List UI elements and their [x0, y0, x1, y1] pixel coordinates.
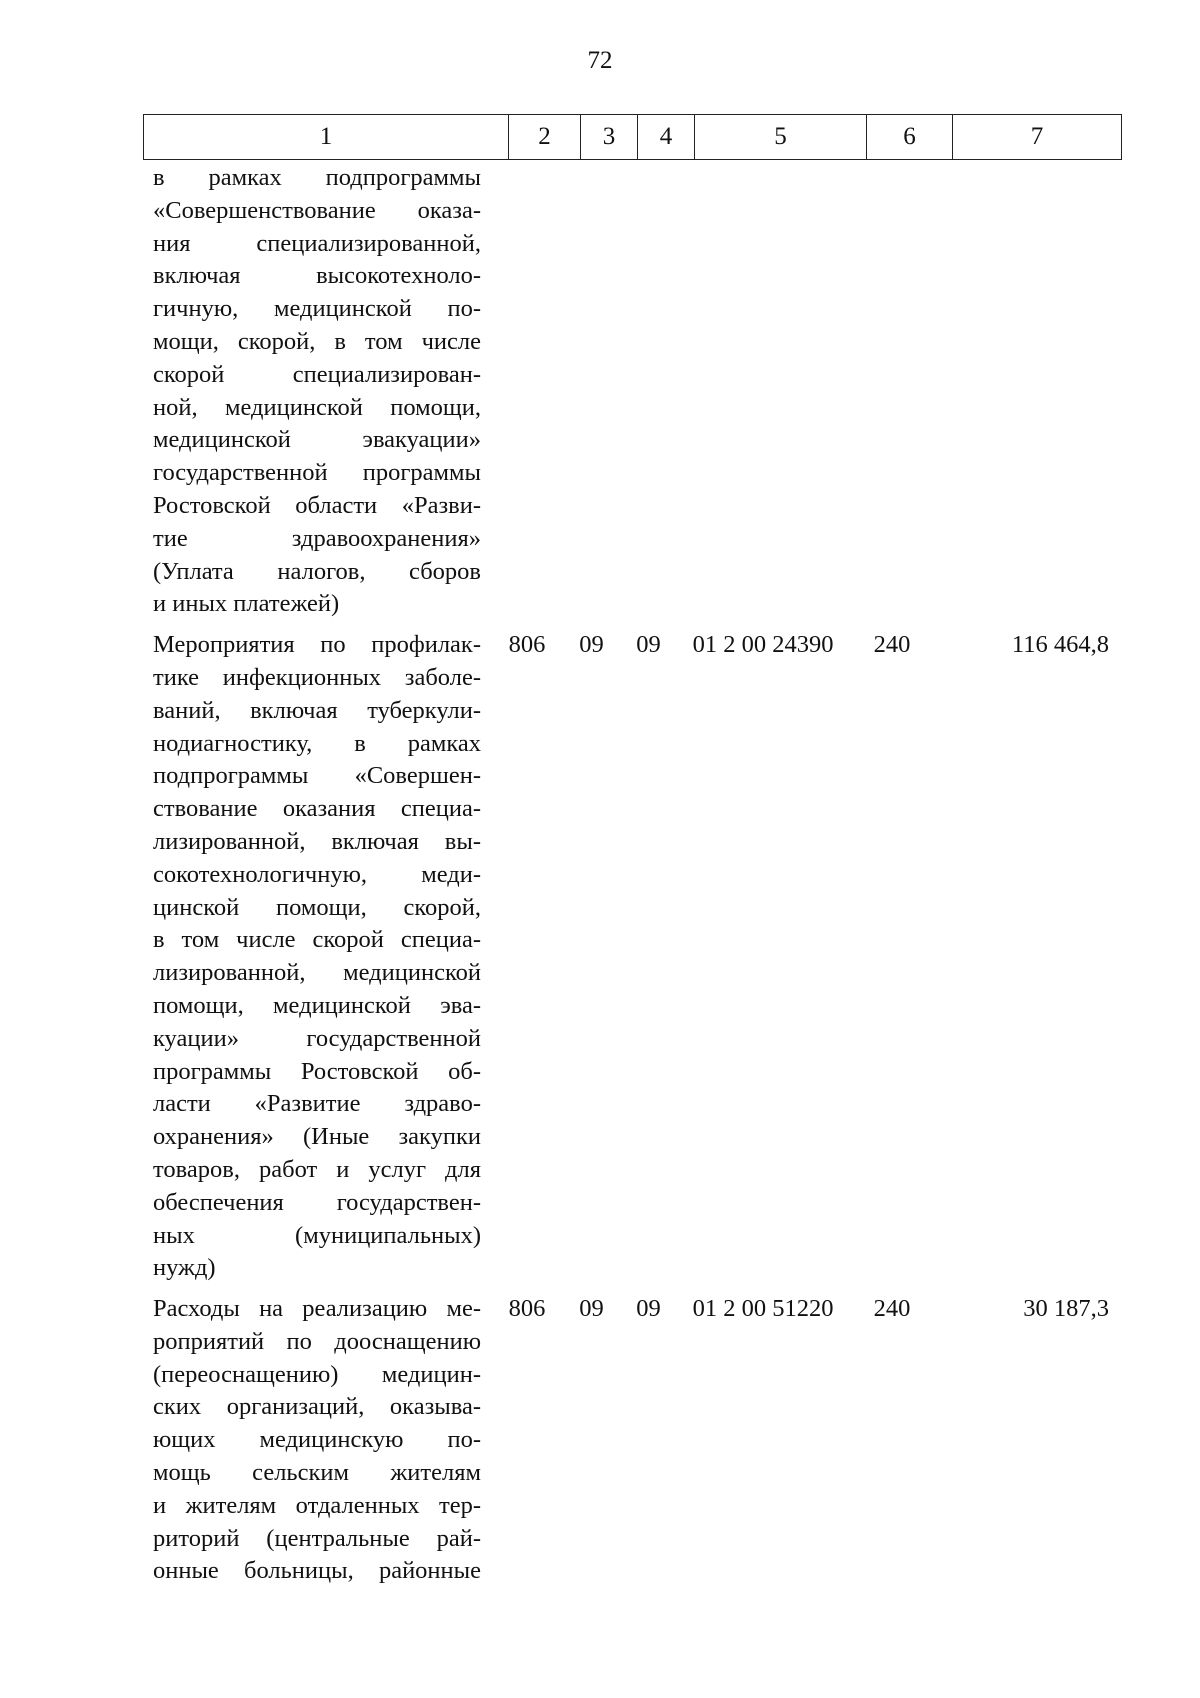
- column-header-2: 2: [509, 115, 581, 160]
- column-header-table: [143, 114, 1122, 160]
- expense-type-code: 240: [873, 631, 911, 659]
- description-line: риторий (центральные рай-: [153, 1524, 481, 1552]
- description-line: скорой специализирован-: [153, 360, 481, 388]
- amount: 30 187,3: [1023, 1295, 1109, 1323]
- table-row: [143, 629, 1121, 1285]
- description-line: онные больницы, районные: [153, 1557, 481, 1585]
- column-header-7: 7: [953, 115, 1122, 160]
- column-header-5: 5: [695, 115, 867, 160]
- section-code: 09: [579, 1295, 604, 1323]
- column-header-6: 6: [867, 115, 953, 160]
- description-line: обеспечения государствен-: [153, 1188, 481, 1216]
- section-code: [563, 162, 620, 621]
- column-header-1: 1: [144, 115, 509, 160]
- description-line: включая высокотехноло-: [153, 262, 481, 290]
- description-line: ваний, включая туберкули-: [153, 696, 481, 724]
- table-row: [143, 1293, 1121, 1588]
- description-line: ной, медицинской помощи,: [153, 393, 481, 421]
- target-article-code: 01 2 00 51220: [692, 1295, 834, 1323]
- amount: 116 464,8: [1011, 631, 1109, 659]
- table-body: [143, 162, 1121, 1596]
- description-line: роприятий по дооснащению: [153, 1327, 481, 1355]
- page-number: 72: [587, 47, 613, 74]
- description-line: тике инфекционных заболе-: [153, 663, 481, 691]
- subsection-code: 09: [636, 1295, 661, 1323]
- description-line: куации» государственной: [153, 1024, 481, 1052]
- description-line: Мероприятия по профилак-: [153, 631, 481, 659]
- description-line: Расходы на реализацию ме-: [153, 1295, 481, 1323]
- description-line: ских организаций, оказыва-: [153, 1393, 481, 1421]
- column-header-4: 4: [638, 115, 695, 160]
- description-line: лизированной, медицинской: [153, 959, 481, 987]
- description-line: (переоснащению) медицин-: [153, 1360, 481, 1388]
- expense-type-code: [849, 162, 935, 621]
- description-line: тие здравоохранения»: [153, 524, 481, 552]
- column-header-row: [144, 115, 1122, 160]
- description-line: подпрограммы «Совершен-: [153, 762, 481, 790]
- row-description: [143, 629, 491, 1285]
- ministry-code: [491, 162, 563, 621]
- description-line: мощи, скорой, в том числе: [153, 327, 481, 355]
- description-line: мощь сельским жителям: [153, 1459, 481, 1487]
- description-line: цинской помощи, скорой,: [153, 893, 481, 921]
- expense-type-code: 240: [873, 1295, 911, 1323]
- description-line: ствование оказания специа-: [153, 795, 481, 823]
- column-header-3: 3: [581, 115, 638, 160]
- description-line: сокотехнологичную, меди-: [153, 860, 481, 888]
- description-line: Ростовской области «Разви-: [153, 491, 481, 519]
- table-row: [143, 162, 1121, 621]
- description-line: ласти «Развитие здраво-: [153, 1090, 481, 1118]
- description-line: товаров, работ и услуг для: [153, 1155, 481, 1183]
- description-line: «Совершенствование оказа-: [153, 196, 481, 224]
- subsection-code: 09: [636, 631, 661, 659]
- ministry-code: 806: [508, 631, 546, 659]
- description-line: ных (муниципальных): [153, 1221, 481, 1249]
- description-line: в рамках подпрограммы: [153, 164, 481, 191]
- description-line: государственной программы: [153, 459, 481, 487]
- ministry-code: 806: [508, 1295, 546, 1323]
- row-description: [143, 162, 491, 621]
- section-code: 09: [579, 631, 604, 659]
- amount: [935, 162, 1121, 621]
- description-line: нодиагностику, в рамках: [153, 729, 481, 757]
- description-line: гичную, медицинской по-: [153, 295, 481, 323]
- description-line: помощи, медицинской эва-: [153, 991, 481, 1019]
- description-line: в том числе скорой специа-: [153, 926, 481, 954]
- description-line: нужд): [153, 1254, 216, 1282]
- description-line: охранения» (Иные закупки: [153, 1123, 481, 1151]
- row-description: [143, 1293, 491, 1588]
- description-line: программы Ростовской об-: [153, 1057, 481, 1085]
- description-line: лизированной, включая вы-: [153, 827, 481, 855]
- subsection-code: [620, 162, 677, 621]
- description-line: и иных платежей): [153, 590, 340, 618]
- description-line: и жителям отдаленных тер-: [153, 1491, 481, 1519]
- description-line: медицинской эвакуации»: [153, 426, 481, 454]
- description-line: (Уплата налогов, сборов: [153, 557, 481, 585]
- description-line: ющих медицинскую по-: [153, 1426, 481, 1454]
- target-article-code: [677, 162, 849, 621]
- target-article-code: 01 2 00 24390: [692, 631, 834, 659]
- description-line: ния специализированной,: [153, 229, 481, 257]
